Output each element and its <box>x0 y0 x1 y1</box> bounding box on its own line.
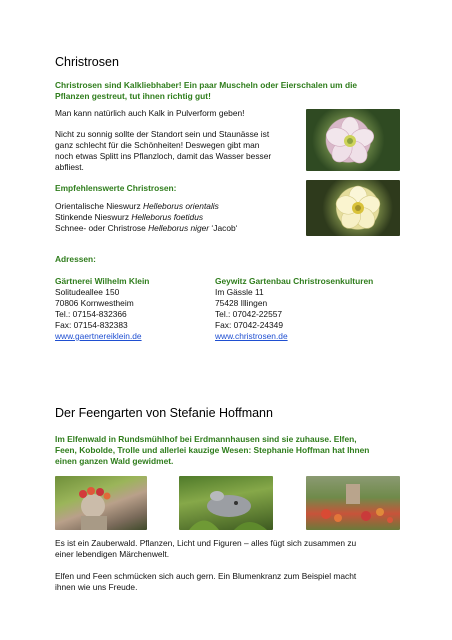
flower-crown-figure-icon <box>55 476 147 530</box>
address-fax: Fax: 07042-24349 <box>215 320 283 330</box>
flower-bed-icon <box>306 476 400 530</box>
christrose-photo-pink <box>306 109 400 171</box>
variety-item: Orientalische Nieswurz Helleborus orientalis <box>55 201 219 211</box>
paragraph-line: ihnen wie uns Freude. <box>55 582 138 592</box>
address-card-geywitz <box>215 276 415 342</box>
feengarten-intro-line-3: einen ganzen Wald gewidmet. <box>55 456 174 466</box>
address-web-link[interactable]: www.christrosen.de <box>215 331 288 341</box>
paragraph-location <box>55 129 305 173</box>
paragraph-lime: Man kann natürlich auch Kalk in Pulverform geben! <box>55 108 245 118</box>
address-name: Geywitz Gartenbau Christrosenkulturen <box>215 276 374 286</box>
address-web-link[interactable]: www.gaertnereiklein.de <box>55 331 142 341</box>
intro-line-1: Christrosen sind Kalkliebhaber! Ein paar Muscheln oder Eierschalen um die <box>55 80 358 90</box>
intro-highlight <box>55 80 415 102</box>
christrose-photo-white <box>306 180 400 236</box>
address-city: 70806 Kornwestheim <box>55 298 134 308</box>
location-line-3: noch etwas Splitt ins Pflanzloch, damit das Wasser besser <box>55 151 272 161</box>
addresses-heading: Adressen: <box>55 254 96 264</box>
address-name: Gärtnerei Wilhelm Klein <box>55 276 150 286</box>
troll-figure-icon <box>179 476 273 530</box>
feengarten-paragraph-2 <box>55 571 415 593</box>
paragraph-line: Elfen und Feen schmücken sich auch gern. Ein Blumenkranz zum Beispiel macht <box>55 571 357 581</box>
paragraph-line: einer lebendigen Märchenwelt. <box>55 549 170 559</box>
location-line-1: Nicht zu sonnig sollte der Standort sein und Staunässe ist <box>55 129 270 139</box>
address-street: Im Gässle 11 <box>215 287 264 297</box>
fairy-figure-photo <box>55 476 147 530</box>
address-street: Solitudeallee 150 <box>55 287 120 297</box>
variety-item: Schnee- oder Christrose Helleborus niger ‘Jacob‘ <box>55 223 238 233</box>
variety-list <box>55 201 238 234</box>
location-line-2: ganz schlecht für die Schönheiten! Deswegen gibt man <box>55 140 260 150</box>
feengarten-intro-line-1: Im Elfenwald in Rundsmühlhof bei Erdmannhausen sind sie zuhause. Elfen, <box>55 434 357 444</box>
variety-item: Stinkende Nieswurz Helleborus foetidus <box>55 212 204 222</box>
address-tel: Tel.: 07154-832366 <box>55 309 127 319</box>
feengarten-paragraph-1 <box>55 538 415 560</box>
feengarten-intro <box>55 434 415 467</box>
location-line-4: abfliest. <box>55 162 84 172</box>
flower-garden-photo <box>306 476 400 530</box>
troll-figure-photo <box>179 476 273 530</box>
section-title-feengarten: Der Feengarten von Stefanie Hoffmann <box>55 406 273 420</box>
feengarten-intro-line-2: Feen, Kobolde, Trolle und allerlei kauzige Wesen: Stephanie Hoffman hat Ihnen <box>55 445 370 455</box>
address-fax: Fax: 07154-832383 <box>55 320 128 330</box>
recommended-heading: Empfehlenswerte Christrosen: <box>55 183 177 193</box>
hellebore-flower-icon <box>306 109 400 171</box>
address-card-klein <box>55 276 205 342</box>
hellebore-flower-icon <box>306 180 400 236</box>
section-title-christrosen: Christrosen <box>55 55 119 69</box>
paragraph-line: Es ist ein Zauberwald. Pflanzen, Licht und Figuren – alles fügt sich zusammen zu <box>55 538 357 548</box>
address-city: 75428 Illingen <box>215 298 268 308</box>
address-tel: Tel.: 07042-22557 <box>215 309 283 319</box>
intro-line-2: Pflanzen gestreut, tut ihnen richtig gut! <box>55 91 211 101</box>
